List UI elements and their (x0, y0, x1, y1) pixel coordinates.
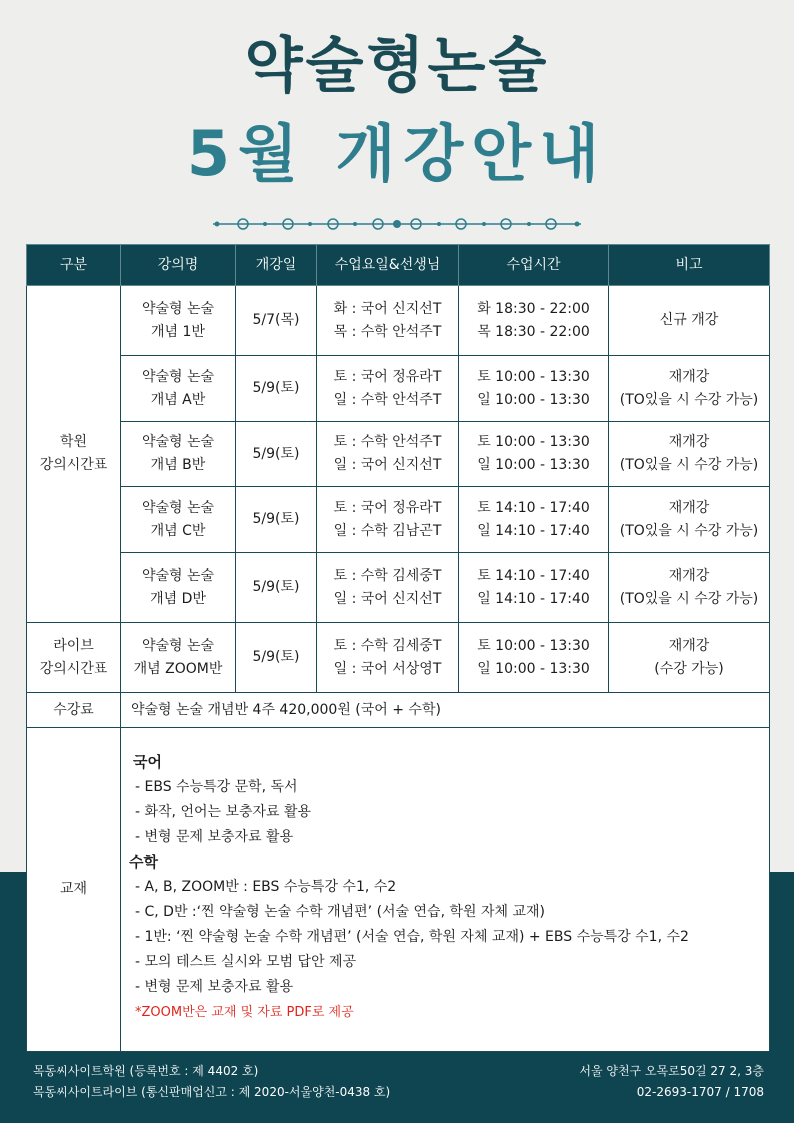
math-item: - A, B, ZOOM반 : EBS 수능특강 수1, 수2 (135, 879, 397, 895)
schedule-table (26, 244, 770, 1052)
cell-line: 약술형 논술 (141, 567, 215, 584)
cell-line: 토 : 국어 정유라T (333, 368, 442, 385)
math-item: - 변형 문제 보충자료 활용 (135, 979, 294, 995)
teachers-cell (317, 487, 459, 553)
cell-line: 약술형 논술 (141, 368, 215, 385)
cell-line: 토 14:10 - 17:40 (477, 499, 590, 516)
cell-line: 화 : 국어 신지선T (333, 300, 442, 317)
cell-line: 일 10:00 - 13:30 (477, 391, 590, 408)
lecture-name-cell (121, 286, 236, 356)
note-cell (609, 356, 770, 422)
start-date-cell: 5/7(목) (236, 286, 317, 356)
table-row (27, 356, 770, 422)
materials-label: 교재 (27, 728, 121, 1052)
cell-line: 토 10:00 - 13:30 (477, 434, 590, 450)
time-cell (459, 356, 609, 422)
lecture-name-cell (121, 553, 236, 623)
cell-line: 일 14:10 - 17:40 (477, 590, 590, 607)
cell-line: (수강 가능) (654, 660, 724, 677)
category-cell (27, 623, 121, 693)
fee-value: 약술형 논술 개념반 4주 420,000원 (국어 + 수학) (121, 693, 770, 728)
cell-line: 일 : 국어 신지선T (333, 590, 442, 607)
cell-line: 일 : 수학 안석주T (333, 391, 442, 408)
category-cell (27, 286, 121, 623)
cell-line: 토 10:00 - 13:30 (477, 637, 590, 654)
cell-line: 약술형 논술 (141, 637, 215, 654)
cell-line: 재개강 (668, 567, 710, 584)
start-date-cell: 5/9(토) (236, 356, 317, 422)
fee-label: 수강료 (27, 693, 121, 728)
header-start-date: 개강일 (236, 245, 317, 286)
lecture-name-cell (121, 356, 236, 422)
cell-line: 일 : 수학 김남곤T (333, 522, 442, 539)
time-cell (459, 487, 609, 553)
cell-line: 토 : 국어 정유라T (333, 499, 442, 516)
time-cell (459, 623, 609, 693)
time-cell (459, 286, 609, 356)
teachers-cell (317, 553, 459, 623)
table-row (27, 553, 770, 623)
start-date-cell: 5/9(토) (236, 553, 317, 623)
cell-line: 일 : 국어 신지선T (333, 457, 442, 473)
math-item: - 1반: ‘찐 약술형 논술 수학 개념편’ (서술 연습, 학원 자체 교재) + EBS 수능특강 수1, 수2 (135, 929, 689, 945)
cell-line: 개념 C반 (150, 522, 206, 539)
start-date-cell: 5/9(토) (236, 422, 317, 487)
cell-line: 강의시간표 (39, 660, 108, 677)
title-line1: 약술형논술 (244, 31, 550, 101)
note-cell (609, 553, 770, 623)
fee-row (27, 693, 770, 728)
table-row (27, 623, 770, 693)
cell-line: 목 : 수학 안석주T (333, 323, 442, 340)
cell-line: 개념 1반 (151, 323, 205, 340)
cell-line: 일 10:00 - 13:30 (477, 660, 590, 677)
cell-line: (TO있을 시 수강 가능) (619, 522, 759, 539)
cell-line: 재개강 (668, 368, 710, 385)
teachers-cell (317, 422, 459, 487)
cell-line: 토 10:00 - 13:30 (477, 368, 590, 385)
materials-note: *ZOOM반은 교재 및 자료 PDF로 제공 (135, 1005, 354, 1020)
lecture-name-cell (121, 422, 236, 487)
cell-line: 일 10:00 - 13:30 (477, 457, 590, 473)
note-cell (609, 422, 770, 487)
cell-line: 약술형 논술 (141, 434, 215, 450)
footer-registration: 목동씨사이트학원 (등록번호 : 제 4402 호) (33, 1064, 259, 1078)
cell-line: 개념 B반 (150, 457, 206, 473)
cell-line: 토 : 수학 김세중T (333, 637, 442, 654)
cell-line: 토 : 수학 안석주T (333, 434, 442, 450)
cell-line: 개념 D반 (150, 590, 206, 607)
footer-address: 서울 양천구 오목로50길 27 2, 3층 (579, 1064, 764, 1078)
cell-line: 목 18:30 - 22:00 (477, 323, 590, 340)
cell-line: 토 : 수학 김세중T (333, 567, 442, 584)
header-lecture: 강의명 (121, 245, 236, 286)
start-date-cell: 5/9(토) (236, 623, 317, 693)
cell-line: 화 18:30 - 22:00 (477, 300, 590, 317)
math-heading: 수학 (129, 853, 158, 871)
note-cell (609, 286, 770, 356)
table-row (27, 422, 770, 487)
cell-line: 개념 A반 (150, 391, 206, 408)
header-time: 수업시간 (459, 245, 609, 286)
cell-line: (TO있을 시 수강 가능) (619, 590, 759, 607)
teachers-cell (317, 356, 459, 422)
lecture-name-cell (121, 623, 236, 693)
cell-line: (TO있을 시 수강 가능) (619, 457, 759, 473)
cell-line: 토 14:10 - 17:40 (477, 567, 590, 584)
korean-heading: 국어 (133, 753, 162, 771)
start-date-cell: 5/9(토) (236, 487, 317, 553)
footer-right (579, 1061, 764, 1103)
math-item: - C, D반 :‘찐 약술형 논술 수학 개념편’ (서술 연습, 학원 자체 교재) (135, 904, 545, 920)
materials-row (27, 728, 770, 1052)
time-cell (459, 422, 609, 487)
table-row (27, 286, 770, 356)
header-note: 비고 (609, 245, 770, 286)
korean-item: - 변형 문제 보충자료 활용 (135, 829, 294, 845)
note-cell (609, 623, 770, 693)
cell-line: 라이브 (53, 637, 94, 654)
lecture-name-cell (121, 487, 236, 553)
note-cell (609, 487, 770, 553)
teachers-cell (317, 286, 459, 356)
footer-phone: 02-2693-1707 / 1708 (636, 1085, 764, 1099)
cell-line: 일 14:10 - 17:40 (477, 522, 590, 539)
korean-item: - 화작, 언어는 보충자료 활용 (135, 804, 312, 820)
teachers-cell (317, 623, 459, 693)
header-category: 구분 (27, 245, 121, 286)
footer-left (33, 1061, 390, 1103)
cell-line: 재개강 (668, 637, 710, 654)
cell-line: 강의시간표 (39, 457, 108, 473)
cell-line: 신규 개강 (659, 312, 719, 328)
cell-line: 약술형 논술 (141, 499, 215, 516)
title-line2: 5월 개강안내 (186, 117, 608, 190)
math-item: - 모의 테스트 실시와 모범 답안 제공 (135, 954, 357, 970)
cell-line: 재개강 (668, 499, 710, 516)
cell-line: 일 : 국어 서상영T (333, 660, 442, 677)
cell-line: 재개강 (668, 434, 710, 450)
korean-item: - EBS 수능특강 문학, 독서 (135, 779, 298, 795)
cell-line: (TO있을 시 수강 가능) (619, 391, 759, 408)
cell-line: 개념 ZOOM반 (133, 660, 223, 677)
materials-content (121, 728, 770, 1052)
table-row (27, 487, 770, 553)
time-cell (459, 553, 609, 623)
cell-line: 학원 (59, 434, 88, 450)
cell-line: 약술형 논술 (141, 300, 215, 317)
ornament-divider (213, 215, 581, 233)
header-teachers: 수업요일&선생님 (317, 245, 459, 286)
table-header-row (27, 245, 770, 286)
footer-license: 목동씨사이트라이브 (통신판매업신고 : 제 2020-서울양천-0438 호) (33, 1085, 391, 1099)
